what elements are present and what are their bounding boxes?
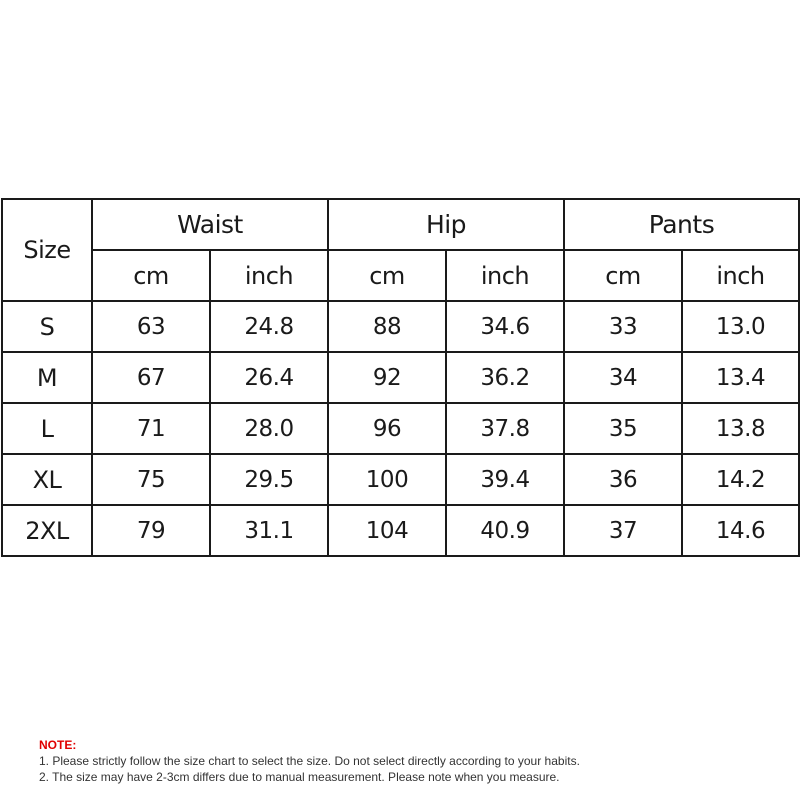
table-cell: 67 <box>92 352 210 403</box>
table-cell: 96 <box>328 403 446 454</box>
table-cell: 35 <box>564 403 682 454</box>
size-chart-table <box>1 198 800 557</box>
table-cell: 29.5 <box>210 454 328 505</box>
table-cell: 26.4 <box>210 352 328 403</box>
table-cell: 37 <box>564 505 682 556</box>
unit-header-row <box>2 250 799 301</box>
table-cell: 34.6 <box>446 301 564 352</box>
unit-header-cell: inch <box>210 250 328 301</box>
table-row <box>2 454 799 505</box>
unit-header-cell: inch <box>446 250 564 301</box>
table-cell: 104 <box>328 505 446 556</box>
table-row <box>2 403 799 454</box>
table-cell: 14.2 <box>682 454 799 505</box>
size-label-cell: S <box>2 301 92 352</box>
size-note <box>39 737 789 785</box>
table-row <box>2 301 799 352</box>
table-cell: 13.4 <box>682 352 799 403</box>
group-header-row <box>2 199 799 250</box>
size-label-cell: L <box>2 403 92 454</box>
table-cell: 71 <box>92 403 210 454</box>
table-cell: 100 <box>328 454 446 505</box>
table-cell: 28.0 <box>210 403 328 454</box>
table-cell: 13.8 <box>682 403 799 454</box>
hip-header: Hip <box>328 199 564 250</box>
table-row <box>2 352 799 403</box>
table-cell: 79 <box>92 505 210 556</box>
table-cell: 40.9 <box>446 505 564 556</box>
table-cell: 36.2 <box>446 352 564 403</box>
unit-header-cell: cm <box>92 250 210 301</box>
note-line: 1. Please strictly follow the size chart to select the size. Do not select directly according to your habits. <box>39 754 580 768</box>
note-line: 2. The size may have 2-3cm differs due to manual measurement. Please note when you measure. <box>39 770 560 784</box>
table-cell: 75 <box>92 454 210 505</box>
table-row <box>2 505 799 556</box>
unit-header-cell: cm <box>564 250 682 301</box>
unit-header-cell: cm <box>328 250 446 301</box>
size-column-header: Size <box>2 199 92 301</box>
pants-header: Pants <box>564 199 799 250</box>
table-cell: 13.0 <box>682 301 799 352</box>
size-label-cell: M <box>2 352 92 403</box>
unit-header-cell: inch <box>682 250 799 301</box>
table-cell: 14.6 <box>682 505 799 556</box>
size-label-cell: XL <box>2 454 92 505</box>
table-cell: 33 <box>564 301 682 352</box>
table-cell: 36 <box>564 454 682 505</box>
table-cell: 37.8 <box>446 403 564 454</box>
table-cell: 63 <box>92 301 210 352</box>
table-cell: 88 <box>328 301 446 352</box>
table-cell: 39.4 <box>446 454 564 505</box>
table-cell: 92 <box>328 352 446 403</box>
size-label-cell: 2XL <box>2 505 92 556</box>
table-cell: 34 <box>564 352 682 403</box>
table-cell: 24.8 <box>210 301 328 352</box>
table-cell: 31.1 <box>210 505 328 556</box>
waist-header: Waist <box>92 199 328 250</box>
note-title: NOTE: <box>39 738 77 752</box>
